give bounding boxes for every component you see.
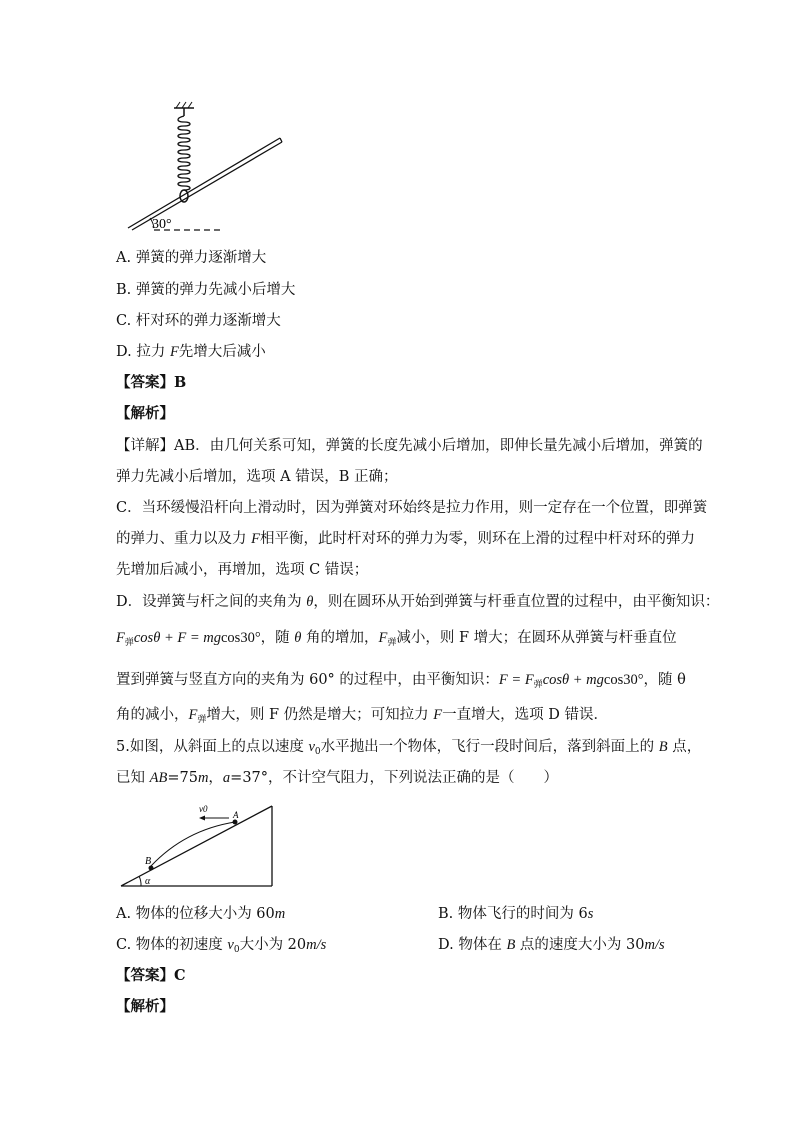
v0-label: v0: [199, 804, 208, 814]
q5-option-b: B. 物体飞行的时间为 6s: [438, 906, 594, 922]
q4-detail-line-8: 置到弹簧与竖直方向的夹角为 60° 的过程中，由平衡知识：$F = F_弹\cos\theta + mgcos30^\circ$，随 θ: [116, 672, 686, 689]
spring-rod-figure: [120, 100, 290, 240]
q4-detail-line-2: 弹力先减小后增加，选项 A 错误，B 正确；: [116, 469, 398, 485]
alpha-label: α: [145, 876, 151, 887]
q4-option-a: A. 弹簧的弹力逐渐增大: [116, 250, 267, 266]
point-a-label: A: [233, 810, 239, 820]
q4-option-d: D. 拉力 F先增大后减小: [116, 344, 266, 360]
point-b-label: B: [145, 856, 152, 867]
q5-stem-line-2: 已知 AB=75m，a=37°，不计空气阻力，下列说法正确的是（ ）: [116, 770, 559, 786]
equation-2: $F = F_弹\cos\theta + mgcos30^\circ$: [498, 672, 644, 689]
q5-option-a: A. 物体的位移大小为 60m: [116, 906, 286, 922]
q5-stem-line-1: 5.如图，从斜面上的点以速度 $v_0$水平抛出一个物体，飞行一段时间后，落到斜面上的 B 点，: [116, 739, 702, 757]
incline-projectile-figure: [115, 800, 280, 892]
equation-1: $F_弹\cos\theta + F = mgcos30^\circ$: [116, 630, 261, 647]
q5-analysis-title: 【解析】: [116, 998, 174, 1015]
q4-detail-line-1: 【详解】AB．由几何关系可知，弹簧的长度先减小后增加，即伸长量先减小后增加，弹簧的: [116, 438, 703, 454]
q5-option-c: C. 物体的初速度 $v_0$大小为 20m/s: [116, 937, 327, 955]
q4-detail-line-5: 先增加后减小，再增加，选项 C 错误；: [116, 562, 369, 578]
q4-analysis-title: 【解析】: [116, 405, 174, 422]
q5-option-d: D. 物体在 B 点的速度大小为 30m/s: [438, 937, 665, 953]
q4-detail-line-9: 角的减小，$F_弹$增大，则 F 仍然是增大；可知拉力 F一直增大，选项 D 错误．: [116, 707, 608, 725]
q4-option-c: C. 杆对环的弹力逐渐增大: [116, 313, 281, 329]
q4-detail-line-7: $F_弹\cos\theta + F = mgcos30^\circ$，随 θ 角的增加，$F_弹$减小，则 F 增大；在圆环从弹簧与杆垂直位: [116, 630, 677, 648]
q4-answer: 【答案】B: [116, 374, 187, 391]
q4-option-b: B. 弹簧的弹力先减小后增大: [116, 282, 296, 298]
q4-detail-line-3: C．当环缓慢沿杆向上滑动时，因为弹簧对环始终是拉力作用，则一定存在一个位置，即弹簧: [116, 500, 708, 516]
q4-detail-line-4: 的弹力、重力以及力 F相平衡，此时杆对环的弹力为零，则环在上滑的过程中杆对环的弹力: [116, 531, 695, 547]
angle-label: 30°: [152, 217, 172, 232]
q4-detail-line-6: D．设弹簧与杆之间的夹角为 θ，则在圆环从开始到弹簧与杆垂直位置的过程中，由平衡知识：: [116, 594, 720, 610]
q5-answer: 【答案】C: [116, 967, 186, 984]
